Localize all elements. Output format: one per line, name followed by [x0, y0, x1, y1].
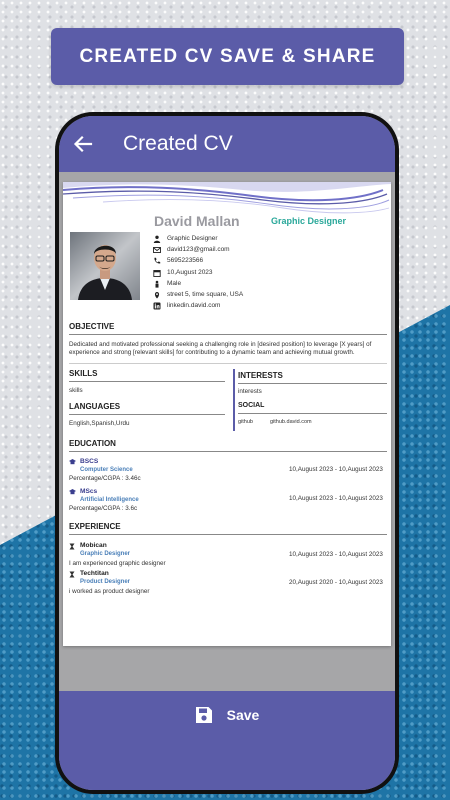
mail-icon	[153, 246, 161, 254]
save-button[interactable]	[195, 706, 260, 724]
cv-name: David Mallan	[154, 213, 240, 229]
bottom-bar	[59, 691, 395, 790]
experience-company: Mobican	[80, 542, 107, 549]
contact-list	[153, 235, 373, 313]
interests-heading: INTERESTS	[238, 371, 283, 380]
contact-row: Graphic Designer	[153, 235, 373, 243]
hourglass-icon	[69, 571, 75, 578]
app-bar	[59, 116, 395, 172]
divider	[69, 363, 387, 364]
social-label: github	[238, 419, 253, 425]
experience-dates: 20,August 2020 - 10,August 2023	[289, 579, 383, 586]
objective-heading: OBJECTIVE	[69, 322, 115, 331]
experience-title: Product Designer	[80, 579, 131, 585]
floppy-disk-icon	[195, 706, 213, 724]
save-label: Save	[226, 707, 260, 723]
arrow-back-icon[interactable]	[73, 134, 93, 154]
languages-text: English,Spanish,Urdu	[69, 420, 130, 427]
objective-text: Dedicated and motivated professional seeking a challenging role in [desired position] to leverage [X years] of experience and strong [relevant skills] for contributing to a dynamic team and achieving mutual growth.	[69, 341, 372, 356]
skills-heading: SKILLS	[69, 369, 98, 378]
experience-title: Graphic Designer	[80, 551, 131, 557]
contact-row: 10,August 2023	[153, 269, 373, 277]
linkedin-icon	[153, 302, 161, 310]
education-grade: Percentage/CGPA : 3.6c	[69, 505, 138, 512]
education-degree: BSCS	[80, 458, 99, 465]
education-grade: Percentage/CGPA : 3.46c	[69, 475, 141, 482]
contact-row: linkedin.david.com	[153, 302, 373, 310]
hourglass-icon	[69, 543, 75, 550]
education-heading: EDUCATION	[69, 439, 116, 448]
social-heading: SOCIAL	[238, 402, 265, 409]
divider	[69, 534, 387, 535]
phone-screen	[59, 116, 395, 790]
column-divider	[233, 369, 235, 431]
divider	[69, 414, 225, 415]
interests-text: interests	[238, 388, 262, 395]
contact-row: 5695223566	[153, 257, 373, 265]
cv-preview	[63, 182, 391, 646]
education-field: Artificial Intelligence	[80, 497, 139, 503]
education-dates: 10,August 2023 - 10,August 2023	[289, 495, 383, 502]
education-degree: MScs	[80, 488, 98, 495]
gender-icon	[153, 280, 161, 288]
divider	[69, 451, 387, 452]
person-icon	[153, 235, 161, 243]
education-dates: 10,August 2023 - 10,August 2023	[289, 466, 383, 473]
divider	[69, 381, 225, 382]
divider	[238, 413, 387, 414]
skills-text: skills	[69, 387, 83, 394]
cv-role: Graphic Designer	[271, 216, 347, 226]
social-value: github.david.com	[270, 419, 312, 425]
promo-banner	[51, 28, 404, 85]
contact-row: david123@gmail.com	[153, 246, 373, 254]
page-title: Created CV	[123, 132, 233, 155]
graduation-cap-icon	[69, 459, 76, 465]
languages-heading: LANGUAGES	[69, 402, 121, 411]
phone-icon	[153, 257, 161, 265]
divider	[69, 334, 387, 335]
location-icon	[153, 291, 161, 299]
experience-dates: 10,August 2023 - 10,August 2023	[289, 551, 383, 558]
contact-row: Male	[153, 280, 373, 288]
experience-heading: EXPERIENCE	[69, 522, 121, 531]
profile-photo	[70, 232, 140, 300]
experience-description: I am experienced graphic designer	[69, 560, 166, 567]
education-field: Computer Science	[80, 467, 133, 473]
calendar-icon	[153, 269, 161, 277]
contact-row: street 5, time square, USA	[153, 291, 373, 299]
banner-title: CREATED CV SAVE & SHARE	[79, 45, 376, 67]
experience-description: i worked as product designer	[69, 588, 150, 595]
experience-company: Techtitan	[80, 570, 109, 577]
divider	[238, 383, 387, 384]
graduation-cap-icon	[69, 489, 76, 495]
